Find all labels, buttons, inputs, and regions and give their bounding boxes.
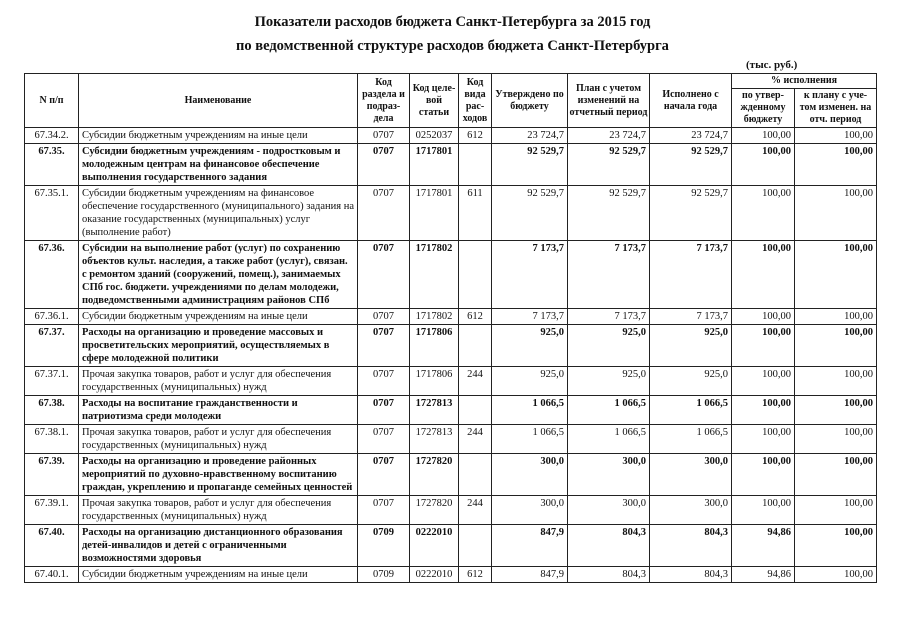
row-plan: 804,3	[568, 567, 650, 583]
row-plan: 804,3	[568, 525, 650, 567]
row-vid-code: 244	[459, 496, 492, 525]
row-vid-code: 611	[459, 186, 492, 241]
table-row	[25, 396, 877, 425]
row-exec: 92 529,7	[650, 186, 732, 241]
row-stat-code: 1717806	[410, 325, 459, 367]
row-name: Субсидии бюджетным учреждениям - подростковым и молодежным центрам на финансовое обеспечение выполнения государственного задания	[79, 144, 358, 186]
row-approved: 92 529,7	[492, 186, 568, 241]
header-pct-plan: к плану с уче- том изменен. на отч. период	[795, 89, 877, 128]
header-approved: Утверждено по бюджету	[492, 74, 568, 128]
row-pct-budget: 100,00	[732, 325, 795, 367]
row-exec: 300,0	[650, 496, 732, 525]
table-row	[25, 567, 877, 583]
row-stat-code: 1717806	[410, 367, 459, 396]
row-stat-code: 0222010	[410, 525, 459, 567]
row-vid-code	[459, 396, 492, 425]
row-name: Субсидии бюджетным учреждениям на иные цели	[79, 309, 358, 325]
row-vid-code: 612	[459, 128, 492, 144]
header-pct-budget: по утвер- жденному бюджету	[732, 89, 795, 128]
table-body	[25, 128, 877, 583]
row-name: Расходы на воспитание гражданственности и патриотизма среди молодежи	[79, 396, 358, 425]
row-name: Расходы на организацию дистанционного образования детей-инвалидов и детей с ограниченными возможностями здоровья	[79, 525, 358, 567]
row-num: 67.39.1.	[25, 496, 79, 525]
document-subtitle: по ведомственной структуре расходов бюджета Санкт-Петербурга	[236, 38, 669, 54]
row-plan: 300,0	[568, 496, 650, 525]
row-razdel-code: 0707	[358, 309, 410, 325]
row-num: 67.37.1.	[25, 367, 79, 396]
row-exec: 23 724,7	[650, 128, 732, 144]
row-num: 67.35.1.	[25, 186, 79, 241]
row-pct-plan: 100,00	[795, 367, 877, 396]
header-num: N п/п	[25, 74, 79, 128]
row-pct-budget: 100,00	[732, 144, 795, 186]
row-razdel-code: 0707	[358, 241, 410, 309]
row-approved: 1 066,5	[492, 425, 568, 454]
row-approved: 92 529,7	[492, 144, 568, 186]
row-pct-budget: 100,00	[732, 241, 795, 309]
row-name: Субсидии бюджетным учреждениям на иные цели	[79, 128, 358, 144]
table-row	[25, 241, 877, 309]
row-num: 67.40.	[25, 525, 79, 567]
row-name: Прочая закупка товаров, работ и услуг для обеспечения государственных (муниципальных) нужд	[79, 425, 358, 454]
row-stat-code: 1727813	[410, 396, 459, 425]
row-exec: 7 173,7	[650, 309, 732, 325]
row-num: 67.36.	[25, 241, 79, 309]
row-stat-code: 1717802	[410, 309, 459, 325]
row-razdel-code: 0707	[358, 128, 410, 144]
table-header	[25, 74, 877, 128]
row-pct-plan: 100,00	[795, 241, 877, 309]
row-pct-plan: 100,00	[795, 525, 877, 567]
row-exec: 925,0	[650, 367, 732, 396]
row-stat-code: 1717801	[410, 186, 459, 241]
header-razdel: Код раздела и подраз- дела	[358, 74, 410, 128]
row-approved: 925,0	[492, 367, 568, 396]
row-razdel-code: 0707	[358, 144, 410, 186]
row-pct-budget: 94,86	[732, 525, 795, 567]
row-pct-plan: 100,00	[795, 309, 877, 325]
table-row	[25, 367, 877, 396]
row-stat-code: 0252037	[410, 128, 459, 144]
row-approved: 23 724,7	[492, 128, 568, 144]
row-stat-code: 1727820	[410, 454, 459, 496]
table-row	[25, 325, 877, 367]
row-plan: 925,0	[568, 367, 650, 396]
row-num: 67.34.2.	[25, 128, 79, 144]
row-exec: 925,0	[650, 325, 732, 367]
row-pct-budget: 100,00	[732, 367, 795, 396]
row-plan: 925,0	[568, 325, 650, 367]
row-razdel-code: 0707	[358, 425, 410, 454]
document-title: Показатели расходов бюджета Санкт-Петербурга за 2015 год	[254, 14, 651, 30]
row-approved: 7 173,7	[492, 309, 568, 325]
budget-table	[24, 73, 877, 583]
row-vid-code	[459, 144, 492, 186]
row-name: Прочая закупка товаров, работ и услуг для обеспечения государственных (муниципальных) нужд	[79, 496, 358, 525]
row-plan: 23 724,7	[568, 128, 650, 144]
row-vid-code: 244	[459, 367, 492, 396]
row-pct-plan: 100,00	[795, 454, 877, 496]
row-razdel-code: 0707	[358, 367, 410, 396]
row-approved: 847,9	[492, 525, 568, 567]
row-pct-plan: 100,00	[795, 325, 877, 367]
row-pct-plan: 100,00	[795, 144, 877, 186]
row-stat-code: 1717801	[410, 144, 459, 186]
row-name: Расходы на организацию и проведение массовых и просветительских мероприятий, осуществляемых в сфере молодежной политики	[79, 325, 358, 367]
row-plan: 1 066,5	[568, 396, 650, 425]
row-pct-budget: 100,00	[732, 454, 795, 496]
table-row	[25, 186, 877, 241]
row-num: 67.37.	[25, 325, 79, 367]
row-pct-plan: 100,00	[795, 396, 877, 425]
row-approved: 847,9	[492, 567, 568, 583]
row-exec: 1 066,5	[650, 425, 732, 454]
row-vid-code: 244	[459, 425, 492, 454]
row-plan: 7 173,7	[568, 241, 650, 309]
row-exec: 804,3	[650, 567, 732, 583]
header-stat: Код целе- вой статьи	[410, 74, 459, 128]
row-exec: 804,3	[650, 525, 732, 567]
row-pct-plan: 100,00	[795, 496, 877, 525]
table-row	[25, 309, 877, 325]
header-name: Наименование	[79, 74, 358, 128]
row-num: 67.38.1.	[25, 425, 79, 454]
row-approved: 1 066,5	[492, 396, 568, 425]
row-approved: 925,0	[492, 325, 568, 367]
row-name: Прочая закупка товаров, работ и услуг для обеспечения государственных (муниципальных) нужд	[79, 367, 358, 396]
row-num: 67.36.1.	[25, 309, 79, 325]
table-row	[25, 128, 877, 144]
row-name: Расходы на организацию и проведение районных мероприятий по духовно-нравственному воспитанию граждан, укреплению и пропаганде семейных ценностей	[79, 454, 358, 496]
row-num: 67.38.	[25, 396, 79, 425]
row-pct-budget: 100,00	[732, 128, 795, 144]
row-approved: 7 173,7	[492, 241, 568, 309]
header-plan: План с учетом изменений на отчетный период	[568, 74, 650, 128]
row-razdel-code: 0707	[358, 396, 410, 425]
row-num: 67.39.	[25, 454, 79, 496]
table-row	[25, 144, 877, 186]
row-name: Субсидии бюджетным учреждениям на иные цели	[79, 567, 358, 583]
row-vid-code	[459, 525, 492, 567]
row-pct-plan: 100,00	[795, 425, 877, 454]
row-stat-code: 1717802	[410, 241, 459, 309]
row-pct-plan: 100,00	[795, 186, 877, 241]
row-approved: 300,0	[492, 454, 568, 496]
row-razdel-code: 0709	[358, 525, 410, 567]
table-row	[25, 425, 877, 454]
row-vid-code: 612	[459, 567, 492, 583]
row-vid-code	[459, 325, 492, 367]
row-razdel-code: 0709	[358, 567, 410, 583]
row-pct-plan: 100,00	[795, 128, 877, 144]
row-pct-budget: 100,00	[732, 396, 795, 425]
row-stat-code: 1727813	[410, 425, 459, 454]
row-plan: 92 529,7	[568, 144, 650, 186]
table-row	[25, 454, 877, 496]
row-num: 67.40.1.	[25, 567, 79, 583]
row-pct-budget: 100,00	[732, 309, 795, 325]
row-vid-code	[459, 241, 492, 309]
row-name: Субсидии на выполнение работ (услуг) по сохранению объектов культ. наследия, а также работ (услуг), связан. с ремонтом зданий (сооружений, помещ.), занимаемых СПб гос. бюджети. учреждениями по делам молодежи, подведомственными администрациям районов СПб	[79, 241, 358, 309]
row-razdel-code: 0707	[358, 186, 410, 241]
row-exec: 300,0	[650, 454, 732, 496]
table-row	[25, 496, 877, 525]
header-exec: Исполнено с начала года	[650, 74, 732, 128]
row-plan: 300,0	[568, 454, 650, 496]
row-vid-code	[459, 454, 492, 496]
row-stat-code: 1727820	[410, 496, 459, 525]
row-pct-budget: 100,00	[732, 425, 795, 454]
units-label: (тыс. руб.)	[746, 59, 798, 71]
row-approved: 300,0	[492, 496, 568, 525]
row-plan: 7 173,7	[568, 309, 650, 325]
row-exec: 1 066,5	[650, 396, 732, 425]
row-pct-budget: 94,86	[732, 567, 795, 583]
row-plan: 92 529,7	[568, 186, 650, 241]
row-vid-code: 612	[459, 309, 492, 325]
row-exec: 92 529,7	[650, 144, 732, 186]
row-pct-budget: 100,00	[732, 186, 795, 241]
row-stat-code: 0222010	[410, 567, 459, 583]
row-razdel-code: 0707	[358, 454, 410, 496]
row-razdel-code: 0707	[358, 325, 410, 367]
header-pct: % исполнения	[732, 74, 877, 89]
table-row	[25, 525, 877, 567]
header-vid: Код вида рас- ходов	[459, 74, 492, 128]
row-plan: 1 066,5	[568, 425, 650, 454]
row-pct-plan: 100,00	[795, 567, 877, 583]
row-name: Субсидии бюджетным учреждениям на финансовое обеспечение государственного (муниципального) задания на оказание государственных (муниципальных) услуг (выполнение работ)	[79, 186, 358, 241]
row-num: 67.35.	[25, 144, 79, 186]
row-razdel-code: 0707	[358, 496, 410, 525]
row-exec: 7 173,7	[650, 241, 732, 309]
row-pct-budget: 100,00	[732, 496, 795, 525]
